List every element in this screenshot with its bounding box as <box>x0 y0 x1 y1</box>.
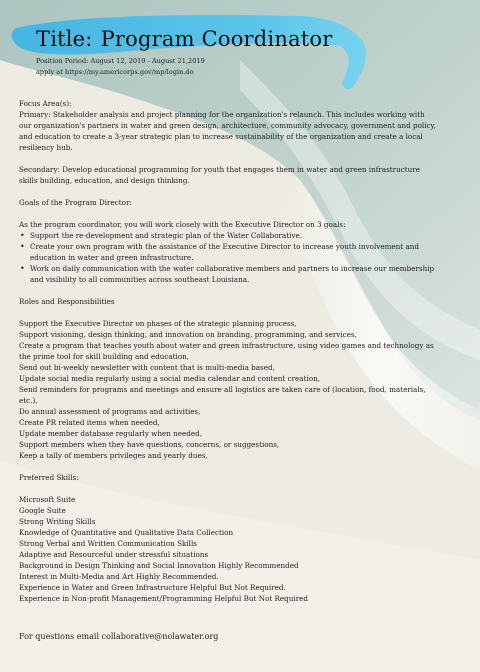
title-value: Program Coordinator <box>100 27 333 51</box>
contact-email[interactable]: For questions email collaborative@nolawater.org <box>19 632 219 641</box>
skill-item: Experience in Non-profit Management/Programming Helpful But Not Required <box>19 594 308 603</box>
roles-heading: Roles and Responsibilities <box>19 297 115 306</box>
skill-item: Strong Writing Skills <box>19 517 96 526</box>
skill-item: Google Suite <box>19 506 66 515</box>
skills-heading: Preferred Skills: <box>19 473 79 482</box>
page-title <box>36 27 333 51</box>
skill-item: Microsoft Suite <box>19 495 76 504</box>
goals-list <box>19 230 439 285</box>
skill-item: Strong Verbal and Written Communication Skills <box>19 539 197 548</box>
apply-link[interactable]: apply at https://my.americorps.gov/mp/login.do <box>36 68 194 76</box>
role-item: Support visioning, design thinking, and innovation on branding, programming, and services, <box>19 330 357 339</box>
skill-item: Background in Design Thinking and Social Innovation Highly Recommended <box>19 561 299 570</box>
focus-primary: Primary: Stakeholder analysis and project planning for the organization's relaunch. This includes working with our organization's partners in water and green design, architecture, community advocacy, government and policy, and education to create a 3-year strategic plan to increase sustainability of the organization and create a local resiliency hub. <box>19 110 436 152</box>
goals-intro: As the program coordinator, you will work closely with the Executive Director on 3 goals: <box>19 220 346 229</box>
goal-item: • Work on daily communication with the water collaborative members and partners to increase our membership and visibility to all communities across southeast Louisiana. <box>30 263 439 285</box>
skill-item: Experience in Water and Green Infrastructure Helpful But Not Required. <box>19 583 286 592</box>
title-label: Title: <box>36 27 93 51</box>
skill-item: Knowledge of Quantitative and Qualitative Data Collection <box>19 528 234 537</box>
role-item: Send out bi-weekly newsletter with content that is multi-media based, <box>19 363 275 372</box>
role-item: Create PR related items when needed, <box>19 418 160 427</box>
role-item: Create a program that teaches youth about water and green infrastructure, using video games and technology as the prime tool for skill building and education, <box>19 341 434 361</box>
goals-heading: Goals of the Program Director: <box>19 198 132 207</box>
role-item: Update member database regularly when needed, <box>19 429 203 438</box>
role-item: Keep a tally of members privileges and yearly dues, <box>19 451 208 460</box>
role-item: Send reminders for programs and meetings and ensure all logistics are taken care of (location, food, materials, etc.), <box>19 385 426 405</box>
role-item: Update social media regularly using a social media calendar and content creation, <box>19 374 321 383</box>
focus-secondary: Secondary: Develop educational programming for youth that engages them in water and green infrastructure skills building, education, and design thinking. <box>19 165 420 185</box>
skill-item: Interest in Multi-Media and Art Highly Recommended. <box>19 572 219 581</box>
role-item: Do annual assessment of programs and activities, <box>19 407 201 416</box>
role-item: Support members when they have questions, concerns, or suggestions, <box>19 440 280 449</box>
focus-heading: Focus Area(s): <box>19 99 72 108</box>
goal-item: • Support the re-development and strategic plan of the Water Collaborative. <box>30 230 439 241</box>
position-period: Position Period: August 12, 2019 - August 21,2019 <box>36 57 205 65</box>
role-item: Support the Executive Director on phases of the strategic planning process, <box>19 319 297 328</box>
posting-body <box>19 98 439 604</box>
goal-item: • Create your own program with the assistance of the Executive Director to increase youth involvement and education in water and green infrastructure. <box>30 241 439 263</box>
skill-item: Adaptive and Resourceful under stressful situations <box>19 550 209 559</box>
